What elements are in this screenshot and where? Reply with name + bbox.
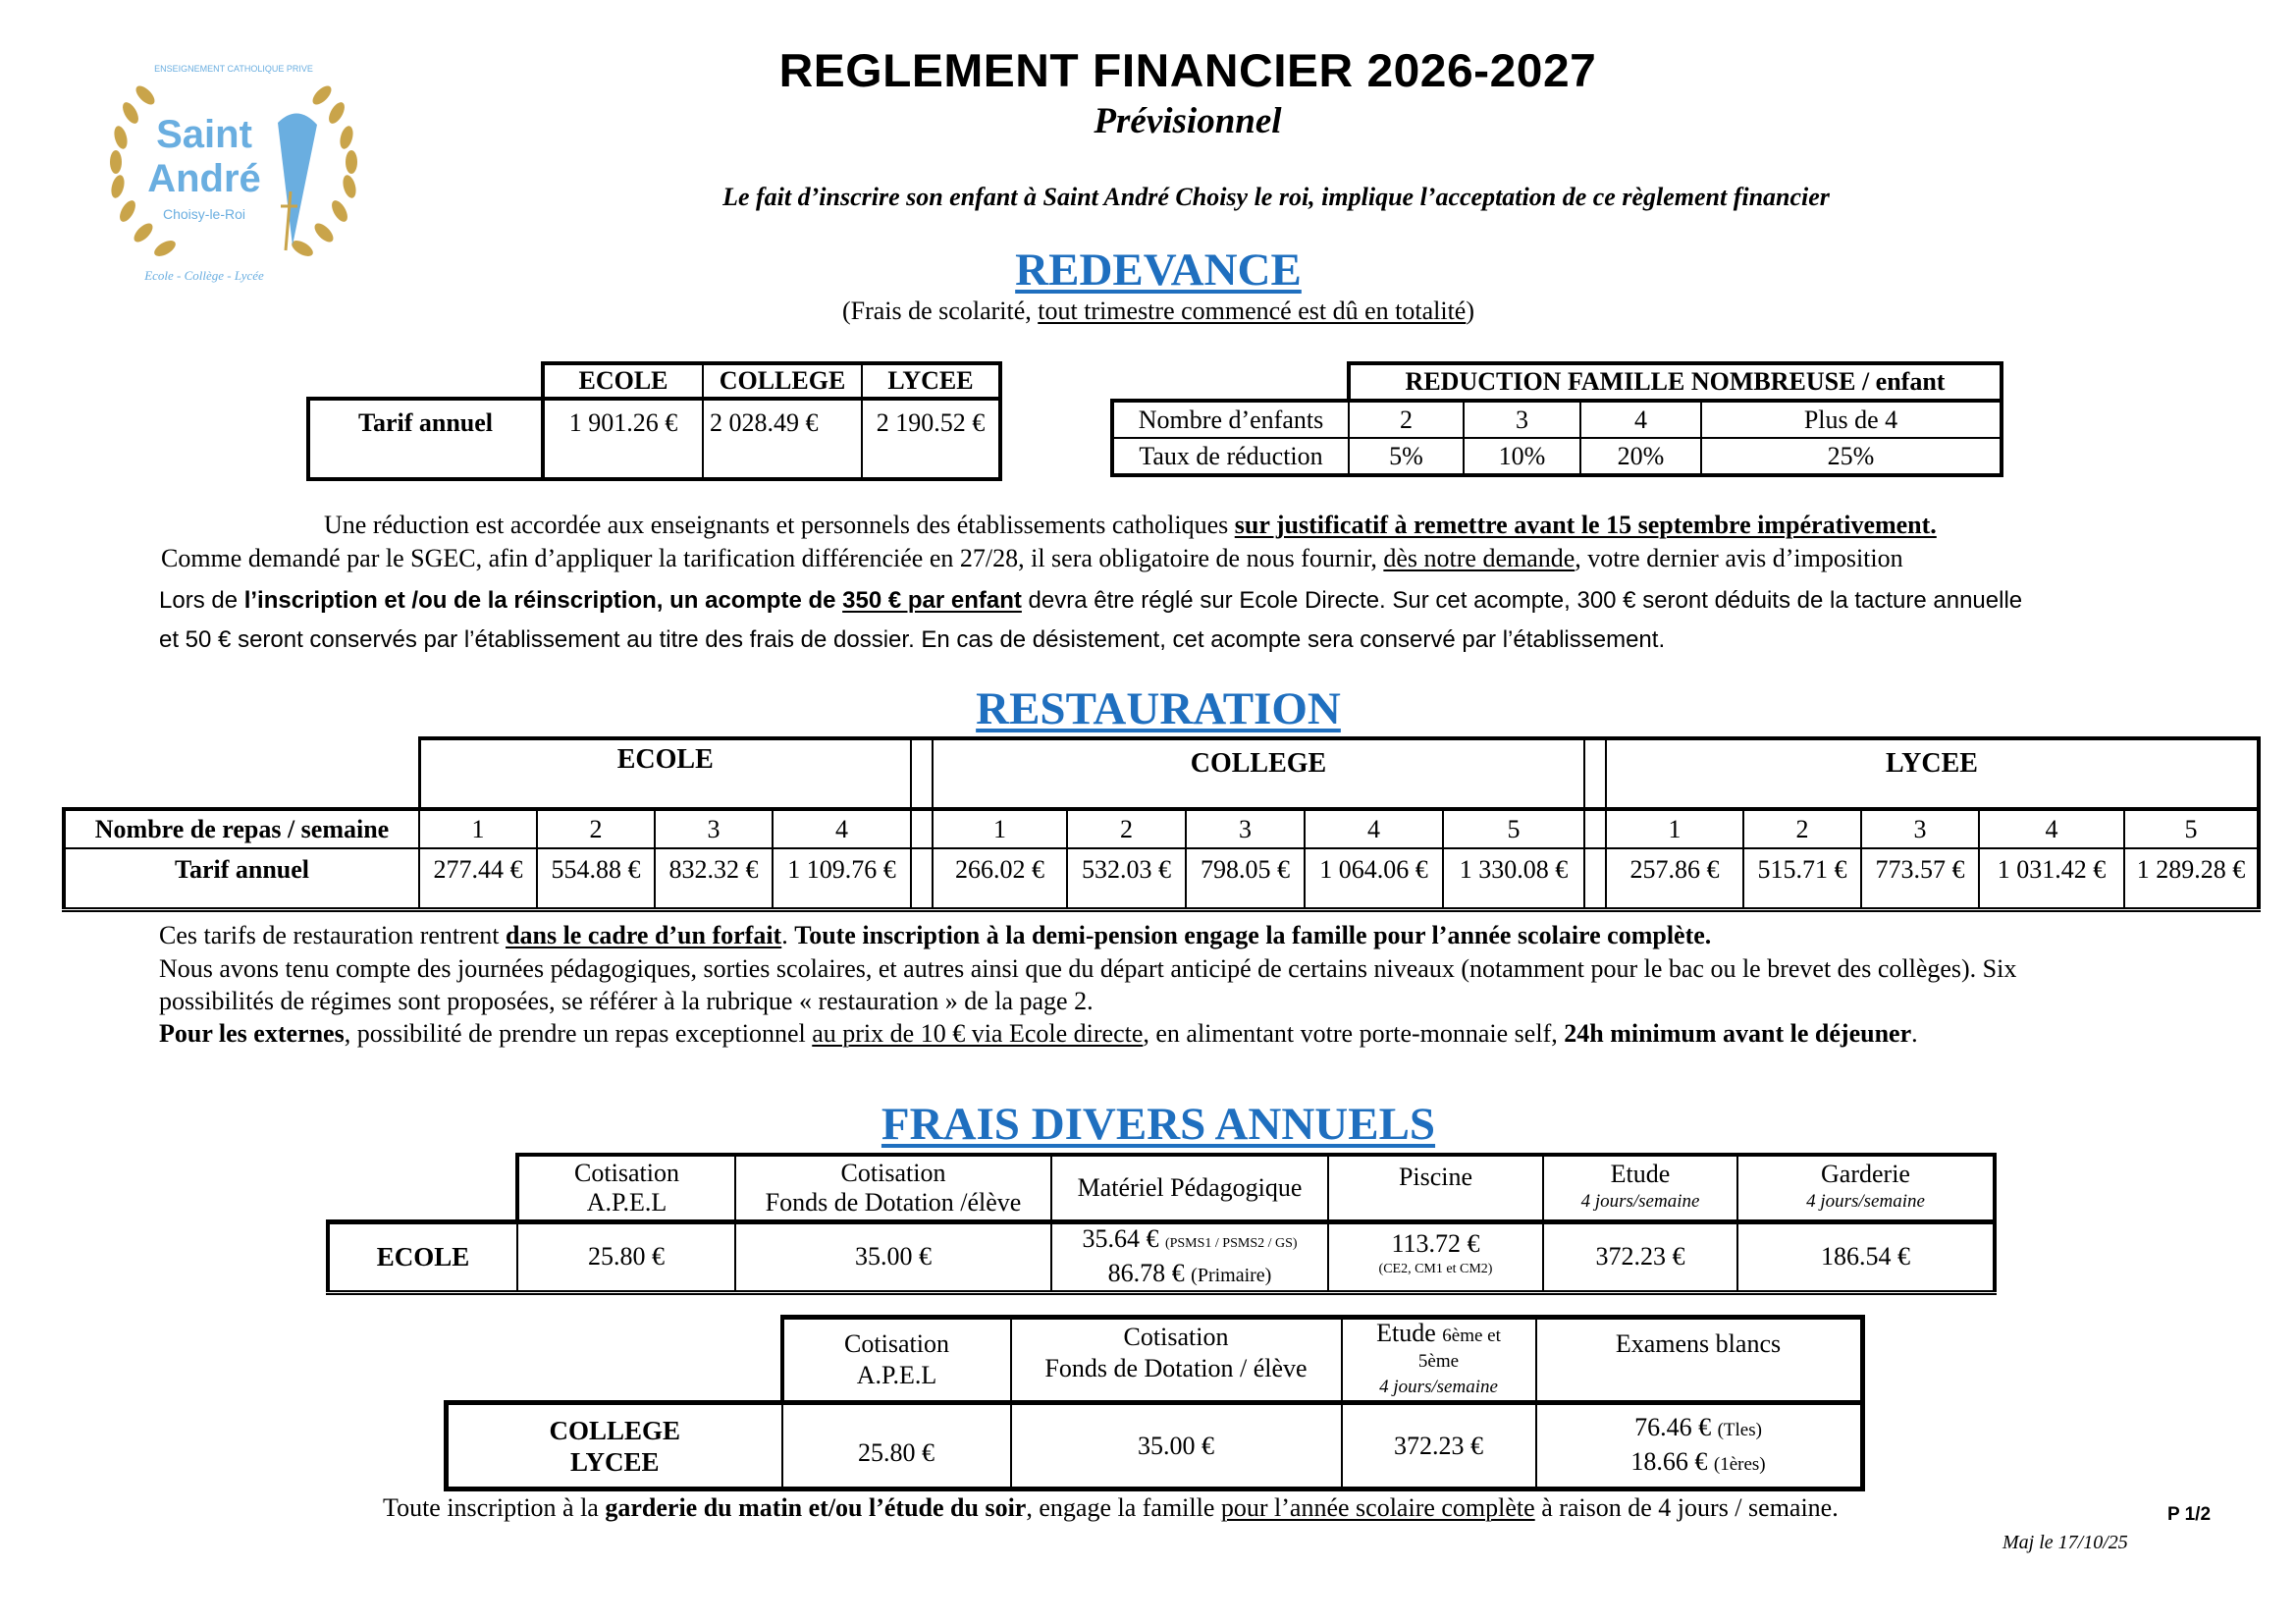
value-materiel: [1051, 1221, 1328, 1292]
h1a: Cotisation: [844, 1329, 949, 1358]
meal-price: 1 031.42 €: [1979, 848, 2124, 909]
meal-price: 1 330.08 €: [1443, 848, 1584, 909]
para1-text: Une réduction est accordée aux enseignants et personnels des établissements catholiques: [324, 511, 1235, 539]
p4-a: Pour les externes: [159, 1019, 345, 1048]
restauration-paragraph-4: [159, 1019, 1918, 1049]
row-label-meals: Nombre de repas / semaine: [64, 809, 419, 848]
col-header-apel: [782, 1318, 1011, 1403]
tarif-value: 2 028.49 €: [703, 399, 862, 479]
group-spacer: [911, 809, 933, 848]
restauration-table: [62, 736, 2261, 912]
label-college: COLLEGE: [549, 1415, 681, 1445]
meal-price: 1 064.06 €: [1305, 848, 1443, 909]
logo-name-line2: André: [147, 157, 261, 200]
reduction-title: REDUCTION FAMILLE NOMBREUSE / enfant: [1349, 363, 2002, 401]
p1-a: Ces tarifs de restauration rentrent: [159, 921, 507, 949]
meals-count: 5: [2124, 809, 2259, 848]
col-header: ECOLE: [543, 363, 703, 399]
col-header-examens: Examens blancs: [1536, 1318, 1863, 1403]
p4-d: , en alimentant votre porte-monnaie self,: [1143, 1019, 1565, 1048]
p4-b: , possibilité de prendre un repas exceptionnel: [344, 1019, 813, 1048]
group-header-ecole: ECOLE: [419, 738, 911, 809]
foot-a: Toute inscription à la: [383, 1493, 606, 1522]
para1-emphasis: sur justificatif à remettre avant le 15 septembre impérativement.: [1234, 511, 1937, 539]
group-header-lycee: LYCEE: [1606, 738, 2259, 809]
meals-count: 4: [773, 809, 911, 848]
para3-a: Lors de: [159, 587, 244, 614]
p1-d: Toute inscription à la demi-pension engage la famille pour l’année scolaire complète.: [794, 921, 1712, 949]
meal-price: 832.32 €: [655, 848, 773, 909]
redevance-paragraph-4: et 50 € seront conservés par l’établissement au titre des frais de dossier. En cas de désistement, cet acompte sera conservé par l’établissement.: [159, 626, 1666, 653]
page-number: P 1/2: [2167, 1504, 2212, 1525]
label-lycee: LYCEE: [569, 1446, 660, 1477]
col-header: COLLEGE: [703, 363, 862, 399]
reduction-table: [1110, 361, 2003, 477]
row-label-ecole: ECOLE: [328, 1221, 517, 1292]
h3a-note: 6ème et: [1442, 1325, 1501, 1346]
p4-e: 24h minimum avant le déjeuner: [1564, 1019, 1912, 1048]
value-fonds: 35.00 €: [735, 1221, 1051, 1292]
col-header: LYCEE: [862, 363, 1000, 399]
meals-count: 4: [1305, 809, 1443, 848]
col-header-etude: [1342, 1318, 1536, 1403]
foot-e: à raison de 4 jours / semaine.: [1534, 1493, 1839, 1522]
redevance-note: [687, 297, 1629, 326]
p4-c: au prix de 10 € via Ecole directe: [812, 1019, 1144, 1048]
redevance-tarif-table: [306, 361, 1002, 481]
table-corner: [328, 1155, 517, 1221]
tagline: Le fait d’inscrire son enfant à Saint André Choisy le roi, implique l’acceptation de ce règlement financier: [722, 183, 1830, 211]
note-underlined: tout trimestre commencé est dû en totalité: [1038, 297, 1467, 325]
h2a: Cotisation: [1123, 1323, 1229, 1351]
row-label-college-lycee: [447, 1403, 782, 1489]
h5b: 4 jours/semaine: [1580, 1190, 1700, 1212]
children-count: 4: [1580, 401, 1701, 438]
h1a: Cotisation: [574, 1158, 679, 1187]
meals-count: 4: [1979, 809, 2124, 848]
meal-price: 798.05 €: [1186, 848, 1305, 909]
tarif-value: 1 901.26 €: [543, 399, 703, 479]
meals-count: 1: [419, 809, 537, 848]
table-corner: [447, 1318, 782, 1403]
h2a: Cotisation: [840, 1158, 946, 1187]
v3a-note: (PSMS1 / PSMS2 / GS): [1164, 1235, 1298, 1251]
group-spacer: [911, 848, 933, 909]
reduction-rate: 25%: [1701, 438, 2002, 475]
section-heading-frais-divers: FRAIS DIVERS ANNUELS: [881, 1099, 1436, 1150]
para3-d: devra être réglé sur Ecole Directe. Sur cet acompte, 300 € seront déduits de la tacture annuelle: [1021, 587, 2023, 614]
v4b: 18.66 €: [1630, 1446, 1708, 1476]
col-header-garderie: [1737, 1155, 1995, 1221]
foot-c: , engage la famille: [1026, 1493, 1221, 1522]
redevance-paragraph-1: [324, 511, 1937, 540]
col-header-fonds: [735, 1155, 1051, 1221]
logo-levels: Ecole - Collège - Lycée: [144, 268, 264, 283]
col-header-piscine: Piscine: [1328, 1155, 1543, 1221]
para2-end: , votre dernier avis d’imposition: [1575, 544, 1903, 572]
value-etude: 372.23 €: [1543, 1221, 1737, 1292]
h3b: 5ème: [1417, 1350, 1460, 1372]
value-fonds: 35.00 €: [1011, 1403, 1342, 1489]
value-examens: [1536, 1403, 1863, 1489]
foot-b: garderie du matin et/ou l’étude du soir: [605, 1493, 1027, 1522]
h6a: Garderie: [1821, 1159, 1910, 1188]
col-header-apel: [517, 1155, 735, 1221]
p4-f: .: [1911, 1019, 1918, 1048]
meals-count: 3: [1186, 809, 1305, 848]
children-count: 3: [1464, 401, 1580, 438]
group-header-college: COLLEGE: [933, 738, 1584, 809]
h3c: 4 jours/semaine: [1379, 1376, 1498, 1397]
p1-forfait: dans le cadre d’un forfait: [506, 921, 782, 949]
v4: 113.72 €: [1391, 1229, 1480, 1258]
value-apel: 25.80 €: [782, 1403, 1011, 1489]
restauration-paragraph-3: possibilités de régimes sont proposées, se référer à la rubrique « restauration » de la page 2.: [159, 987, 1094, 1015]
frais-footnote: [383, 1493, 1839, 1523]
section-heading-restauration: RESTAURATION: [976, 683, 1341, 734]
v4a: 76.46 €: [1634, 1412, 1712, 1441]
para2-underlined: dès notre demande: [1383, 544, 1575, 572]
group-spacer: [1584, 848, 1606, 909]
frais-ecole-table: [326, 1153, 1997, 1295]
section-heading-redevance: REDEVANCE: [1015, 244, 1302, 296]
row-label: Nombre d’enfants: [1112, 401, 1349, 438]
v3b-note: (Primaire): [1191, 1264, 1272, 1286]
value-etude: 372.23 €: [1342, 1403, 1536, 1489]
logo-arc-text: ENSEIGNEMENT CATHOLIQUE PRIVE: [154, 64, 313, 74]
v4-note: (CE2, CM1 et CM2): [1378, 1262, 1493, 1276]
h6b: 4 jours/semaine: [1806, 1190, 1925, 1212]
h2b: Fonds de Dotation / élève: [1044, 1354, 1308, 1382]
v4b-note: (1ères): [1713, 1453, 1766, 1475]
meal-price: 532.03 €: [1067, 848, 1186, 909]
meal-price: 277.44 €: [419, 848, 537, 909]
table-corner: [1112, 363, 1349, 401]
v4a-note: (Tles): [1717, 1419, 1762, 1440]
meals-count: 3: [1861, 809, 1979, 848]
p1-c: .: [781, 921, 795, 949]
meal-price: 773.57 €: [1861, 848, 1979, 909]
row-label: Tarif annuel: [308, 399, 543, 479]
meals-count: 2: [537, 809, 655, 848]
table-corner: [64, 738, 419, 809]
reduction-rate: 10%: [1464, 438, 1580, 475]
meals-count: 1: [1606, 809, 1743, 848]
meals-count: 2: [1743, 809, 1861, 848]
note-suffix: ): [1466, 297, 1475, 325]
col-header-materiel: Matériel Pédagogique: [1051, 1155, 1328, 1221]
restauration-paragraph-2: Nous avons tenu compte des journées pédagogiques, sorties scolaires, et autres ainsi que du départ anticipé de certains niveaux (notamment pour le bac ou le brevet des collèges). Six: [159, 954, 2017, 983]
tarif-value: 2 190.52 €: [862, 399, 1000, 479]
v3b: 86.78 €: [1107, 1258, 1185, 1287]
col-header-fonds: [1011, 1318, 1342, 1403]
meals-count: 5: [1443, 809, 1584, 848]
logo-name-line1: Saint: [156, 113, 252, 156]
group-spacer: [911, 738, 933, 809]
children-count: 2: [1349, 401, 1464, 438]
h1b: A.P.E.L: [856, 1361, 937, 1389]
row-label: Taux de réduction: [1112, 438, 1349, 475]
row-label-tarif: Tarif annuel: [64, 848, 419, 909]
v3a: 35.64 €: [1082, 1223, 1159, 1253]
laurel-wreath-logo-icon: [96, 44, 371, 285]
restauration-paragraph-1: [159, 921, 1711, 950]
foot-d: pour l’année scolaire complète: [1220, 1493, 1535, 1522]
redevance-paragraph-2: [161, 544, 1903, 573]
update-date: Maj le 17/10/25: [2002, 1532, 2128, 1553]
meal-price: 257.86 €: [1606, 848, 1743, 909]
redevance-paragraph-3: [159, 587, 2022, 615]
children-count: Plus de 4: [1701, 401, 2002, 438]
para2-text: Comme demandé par le SGEC, afin d’appliquer la tarification différenciée en 27/28, il sera obligatoire de nous fournir,: [161, 544, 1384, 572]
meals-count: 3: [655, 809, 773, 848]
h2b: Fonds de Dotation /élève: [765, 1187, 1022, 1217]
school-logo: [96, 44, 371, 285]
para3-b: l’inscription et /ou de la réinscription, un acompte de: [243, 587, 843, 614]
value-apel: 25.80 €: [517, 1221, 735, 1292]
meals-count: 1: [933, 809, 1067, 848]
group-spacer: [1584, 809, 1606, 848]
col-header-etude: [1543, 1155, 1737, 1221]
value-piscine: [1328, 1221, 1543, 1292]
meal-price: 515.71 €: [1743, 848, 1861, 909]
frais-college-lycee-table: [444, 1315, 1865, 1491]
meal-price: 1 109.76 €: [773, 848, 911, 909]
h1b: A.P.E.L: [586, 1187, 667, 1217]
para3-amount: 350 € par enfant: [842, 587, 1022, 614]
h5a: Etude: [1610, 1159, 1671, 1188]
group-spacer: [1584, 738, 1606, 809]
h3a: Etude: [1376, 1318, 1436, 1347]
table-corner: [308, 363, 543, 399]
logo-city: Choisy-le-Roi: [162, 206, 246, 222]
meal-price: 266.02 €: [933, 848, 1067, 909]
meals-count: 2: [1067, 809, 1186, 848]
meal-price: 554.88 €: [537, 848, 655, 909]
reduction-rate: 20%: [1580, 438, 1701, 475]
meal-price: 1 289.28 €: [2124, 848, 2259, 909]
page-subtitle: Prévisionnel: [1094, 101, 1282, 141]
note-prefix: (Frais de scolarité,: [841, 297, 1039, 325]
page-title: REGLEMENT FINANCIER 2026-2027: [778, 44, 1597, 96]
value-garderie: 186.54 €: [1737, 1221, 1995, 1292]
reduction-rate: 5%: [1349, 438, 1464, 475]
